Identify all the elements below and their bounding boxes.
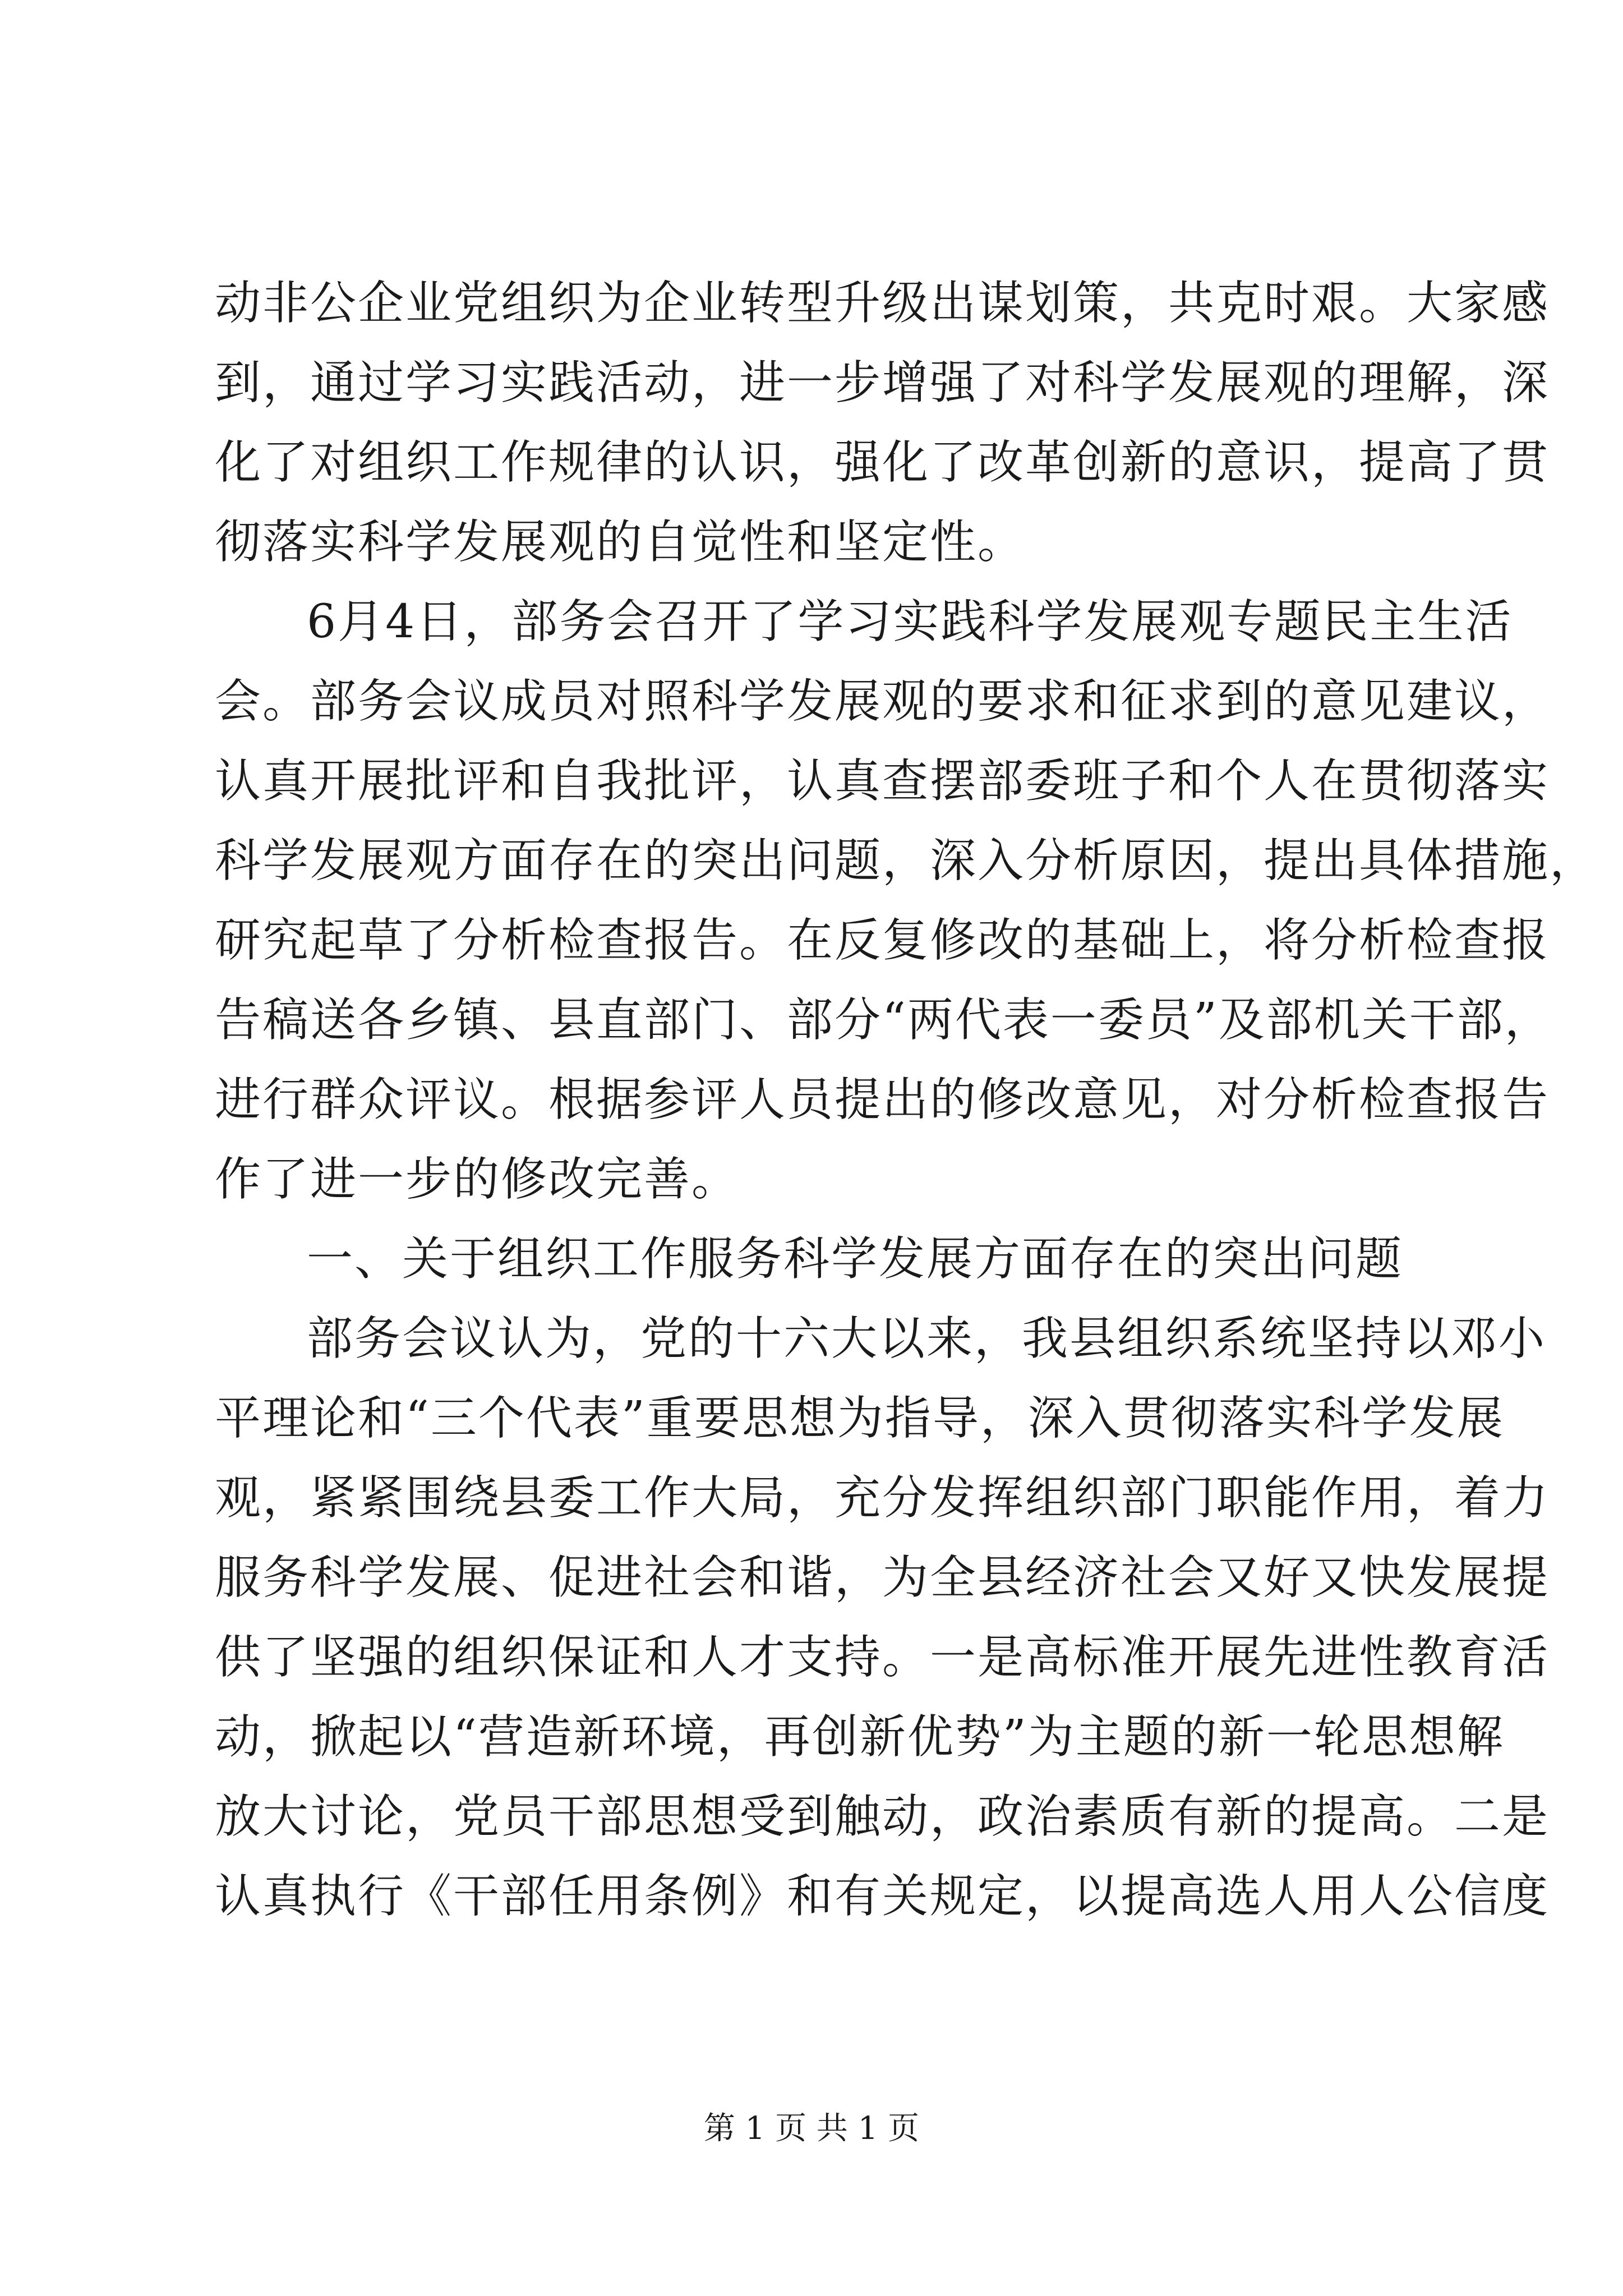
text-line: 科学发展观方面存在的突出问题，深入分析原因，提出具体措施， xyxy=(215,834,1598,887)
text-line: 进行群众评议。根据参评人员提出的修改意见，对分析检查报告 xyxy=(215,1073,1550,1126)
text-line: 供了坚强的组织保证和人才支持。一是高标准开展先进性教育活 xyxy=(215,1631,1550,1684)
text-line: 会。部务会议成员对照科学发展观的要求和征求到的意见建议， xyxy=(215,675,1550,728)
text-line: 告稿送各乡镇、县直部门、部分“两代表一委员”及部机关干部， xyxy=(215,993,1552,1047)
text-line: 作了进一步的修改完善。 xyxy=(215,1153,740,1206)
text-line: 认真执行《干部任用条例》和有关规定，以提高选人用人公信度 xyxy=(215,1870,1550,1923)
text-line: 服务科学发展、促进社会和谐，为全县经济社会又好又快发展提 xyxy=(215,1551,1550,1604)
text-line: 放大讨论，党员干部思想受到触动，政治素质有新的提高。二是 xyxy=(215,1790,1550,1843)
text-line: 认真开展批评和自我批评，认真查摆部委班子和个人在贯彻落实 xyxy=(215,754,1550,808)
text-line: 到，通过学习实践活动，进一步增强了对科学发展观的理解，深 xyxy=(215,356,1550,409)
page-footer: 第 1 页 共 1 页 xyxy=(703,2110,920,2147)
text-line: 观，紧紧围绕县委工作大局，充分发挥组织部门职能作用，着力 xyxy=(215,1471,1550,1525)
document-body xyxy=(215,264,1598,1936)
text-line: 动非公企业党组织为企业转型升级出谋划策，共克时艰。大家感 xyxy=(215,277,1550,330)
text-line: 部务会议认为，党的十六大以来，我县组织系统坚持以邓小 xyxy=(307,1312,1547,1365)
text-line: 动，掀起以“营造新环境，再创新优势”为主题的新一轮思想解 xyxy=(215,1710,1505,1764)
text-line: 6月4日，部务会召开了学习实践科学发展观专题民主生活 xyxy=(307,595,1513,648)
text-line: 一、关于组织工作服务科学发展方面存在的突出问题 xyxy=(307,1232,1404,1286)
text-line: 研究起草了分析检查报告。在反复修改的基础上，将分析检查报 xyxy=(215,914,1550,967)
text-line: 平理论和“三个代表”重要思想为指导，深入贯彻落实科学发展 xyxy=(215,1392,1505,1445)
text-line: 彻落实科学发展观的自觉性和坚定性。 xyxy=(215,516,1026,569)
text-line: 化了对组织工作规律的认识，强化了改革创新的意识，提高了贯 xyxy=(215,436,1550,489)
